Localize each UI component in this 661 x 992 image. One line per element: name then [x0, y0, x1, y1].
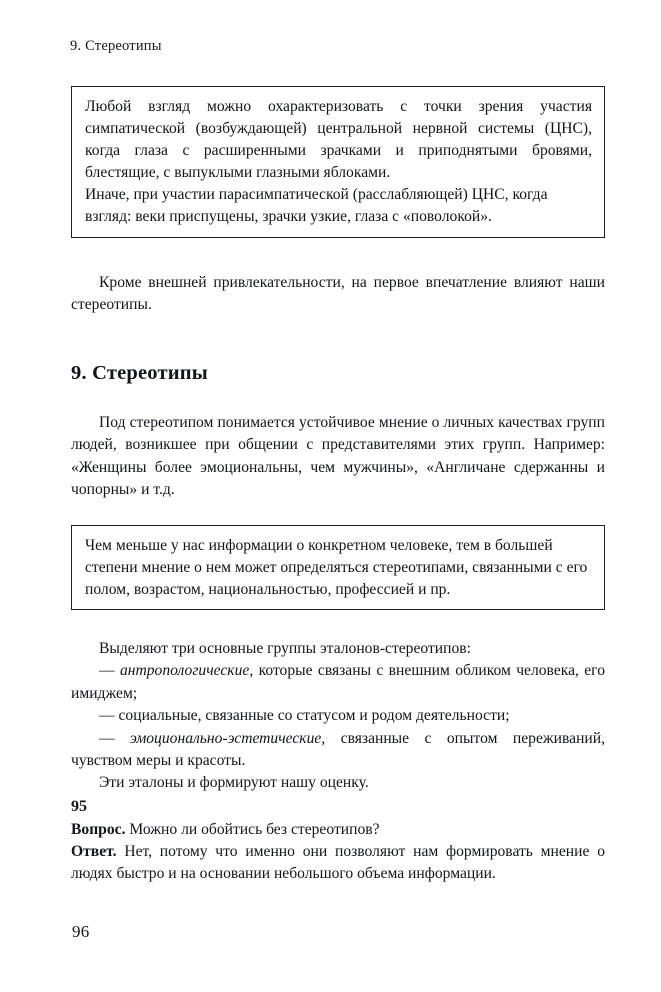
question-answer-block: [71, 796, 605, 886]
list-item-term: эмоционально-эстетические: [130, 729, 322, 747]
list-dash: —: [99, 729, 115, 747]
qa-question: [71, 819, 605, 841]
section-heading-stereotypes: 9. Стереотипы: [71, 362, 208, 384]
callout-paragraph: Иначе, при участии парасимпатической (расслабляющей) ЦНС, когда взгляд: веки приспущены, зрачки узкие, глаза с «поволокой».: [85, 186, 548, 226]
list-closing-line: Эти эталоны и формируют нашу оценку.: [99, 774, 369, 792]
stereotype-groups-list: [71, 638, 605, 795]
list-lead-in: Выделяют три основные группы эталонов-стереотипов:: [99, 640, 471, 657]
callout-paragraph: Чем меньше у нас информации о конкретном человеке, тем в большей степени мнение о нем может определяться стереотипами, связанными с его полом, возрастом, национальностью, профессией и пр.: [85, 537, 588, 599]
callout-paragraph: Любой взгляд можно охарактеризовать с точки зрения участия симпатической (возбуждающей) центральной нервной системы (ЦНС), когда глаза с расширенными зрачками и приподнятыми бровями, блестящие, с выпуклыми глазными яблоками.: [85, 98, 592, 182]
running-head: 9. Стереотипы: [70, 38, 162, 54]
qa-answer-label: Ответ.: [71, 842, 117, 860]
list-dash: —: [99, 707, 115, 725]
qa-question-label: Вопрос.: [71, 820, 126, 838]
paragraph-attractiveness: Кроме внешней привлекательности, на первое впечатление влияют наши стереотипы.: [71, 274, 605, 314]
page-number: 96: [72, 922, 90, 941]
qa-number: 95: [71, 798, 87, 815]
list-item-term: антропологические: [119, 662, 250, 680]
list-item-text: , которые связаны с внешним обликом человека, его имиджем;: [71, 662, 605, 702]
callout-box-less-information: [71, 525, 605, 610]
callout-box-nervous-system: [71, 86, 605, 238]
paragraph-stereotype-definition: Под стереотипом понимается устойчивое мнение о личных качествах групп людей, возникшее при общении с представителями этих групп. Например: «Женщины более эмоциональны, чем мужчины», «Англичане сдержанны и чопорны» и т.д.: [71, 414, 605, 499]
list-item: [71, 728, 605, 773]
list-item-text: , связанные со статусом и родом деятельности;: [197, 707, 510, 725]
qa-answer-text: Нет, потому что именно они позволяют нам формировать мнение о людях быстро и на основании небольшого объема информации.: [71, 842, 605, 883]
list-item-text: , связанные с опытом переживаний, чувством меры и красоты.: [71, 729, 605, 770]
qa-answer: [71, 841, 605, 886]
list-item: [71, 660, 605, 705]
list-dash: —: [99, 662, 115, 680]
qa-question-text: Можно ли обойтись без стереотипов?: [129, 820, 380, 838]
list-item-term: социальные: [118, 707, 198, 725]
list-item: [71, 705, 605, 727]
